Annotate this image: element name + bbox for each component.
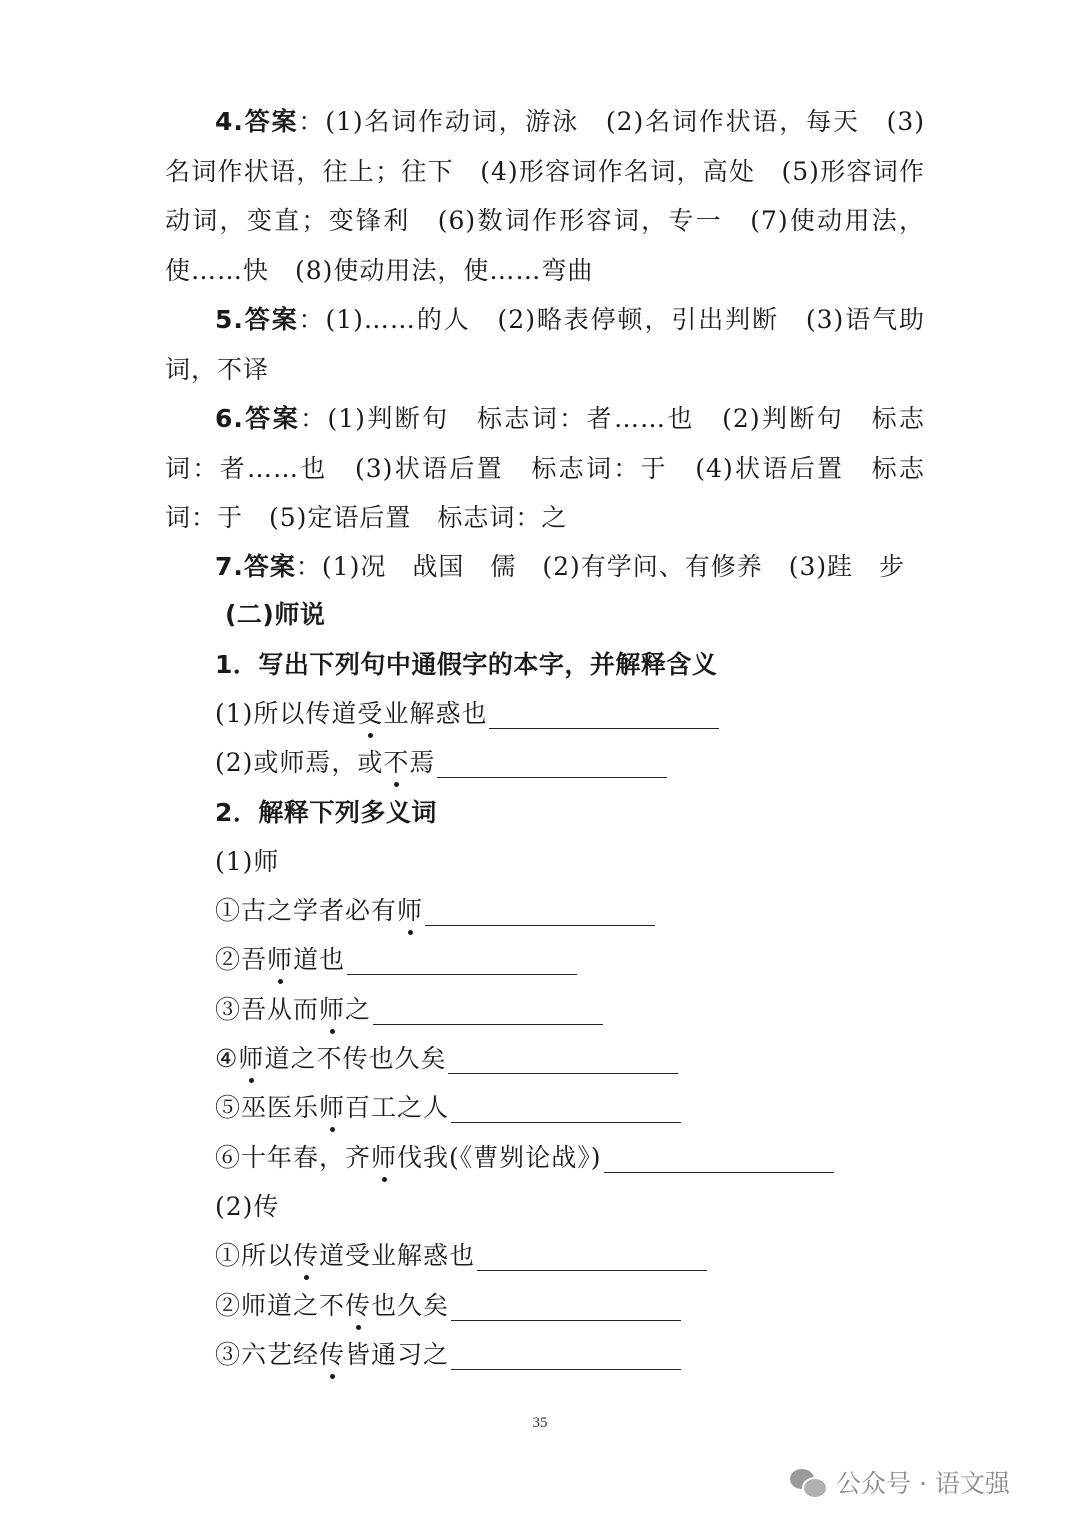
answer-blank[interactable] (604, 1171, 834, 1173)
answer-blank[interactable] (451, 1121, 681, 1123)
answer-4-label: 4.答案 (215, 107, 299, 136)
emphasis-dot-char: 传 (293, 1236, 319, 1276)
emphasis-dot-char: 师 (267, 940, 293, 980)
answer-7 (165, 542, 925, 592)
emphasis-dot-char: 师 (371, 1138, 397, 1178)
q2-g1-item-1: ①古之学者必有 师 (215, 891, 655, 931)
emphasis-dot-char: 传 (345, 1286, 371, 1326)
emphasis-dot-char: 受 (357, 694, 383, 734)
group-1-label: (1)师 (215, 847, 280, 876)
answer-blank[interactable] (425, 924, 655, 926)
answer-blank[interactable] (347, 973, 577, 975)
answer-5-text: ：(1)……的人 (2)略表停顿，引出判断 (3)语气助词，不译 (165, 305, 925, 384)
q2-g2-item-1: ①所以 传 道受业解惑也 (215, 1236, 707, 1276)
answer-blank[interactable] (451, 1368, 681, 1370)
answer-6 (165, 394, 925, 543)
answer-5-label: 5.答案 (215, 305, 299, 334)
watermark-text: 公众号 · 语文强 (836, 1469, 1010, 1498)
page-number: 35 (532, 1415, 548, 1431)
emphasis-dot-char: 师 (397, 891, 423, 931)
answer-blank[interactable] (448, 1072, 678, 1074)
answer-4 (165, 97, 925, 295)
q1-item-2: (2)或师焉，或 不 焉 (215, 743, 667, 783)
q2-g2-item-2: ②师道之不 传 也久矣 (215, 1286, 681, 1326)
wechat-icon (790, 1467, 826, 1497)
emphasis-dot-char: 师 (238, 1039, 264, 1079)
answer-7-text: ：(1)况 战国 儒 (2)有学问、有修养 (3)跬 步 (295, 552, 906, 581)
q2-g1-item-4: ④ 师 道之不传也久矣 (215, 1039, 678, 1079)
question-1-title: 1．写出下列句中通假字的本字，并解释含义 (215, 650, 718, 679)
answer-7-label: 7.答案 (215, 552, 296, 581)
answer-6-text: ：(1)判断句 标志词：者……也 (2)判断句 标志词：者……也 (3)状语后置 标志词：于 (4)状语后置 标志词：于 (5)定语后置 标志词：之 (165, 404, 925, 532)
answer-5 (165, 295, 925, 394)
answer-blank[interactable] (373, 1023, 603, 1025)
emphasis-dot-char: 不 (383, 743, 409, 783)
emphasis-dot-char: 传 (319, 1335, 345, 1375)
q2-g2-item-3: ③六艺经 传 皆通习之 (215, 1335, 681, 1375)
q2-g1-item-3: ③吾从而 师 之 (215, 990, 603, 1030)
answer-blank[interactable] (477, 1269, 707, 1271)
answer-4-text: ：(1)名词作动词，游泳 (2)名词作状语，每天 (3)名词作状语，往上；往下 (4)形容词作名词，高处 (5)形容词作动词，变直；变锋利 (6)数词作形容词，专一 (7)使动用法，使……快 (8)使动用法，使……弯曲 (165, 107, 925, 285)
question-2-title: 2．解释下列多义词 (215, 798, 437, 827)
section-title: (二)师说 (225, 600, 326, 629)
watermark (790, 1460, 1010, 1504)
answer-blank[interactable] (489, 727, 719, 729)
answer-blank[interactable] (451, 1319, 681, 1321)
answer-blank[interactable] (437, 776, 667, 778)
q1-item-1: (1)所以传道 受 业解惑也 (215, 694, 719, 734)
group-2-label: (2)传 (215, 1192, 280, 1221)
emphasis-dot-char: 师 (319, 1088, 345, 1128)
q2-g1-item-5: ⑤巫医乐 师 百工之人 (215, 1088, 681, 1128)
emphasis-dot-char: 师 (319, 990, 345, 1030)
answer-6-label: 6.答案 (215, 404, 301, 433)
q2-g1-item-2: ②吾 师 道也 (215, 940, 577, 980)
q2-g1-item-6: ⑥十年春，齐 师 伐我(《曹刿论战》) (215, 1138, 834, 1178)
